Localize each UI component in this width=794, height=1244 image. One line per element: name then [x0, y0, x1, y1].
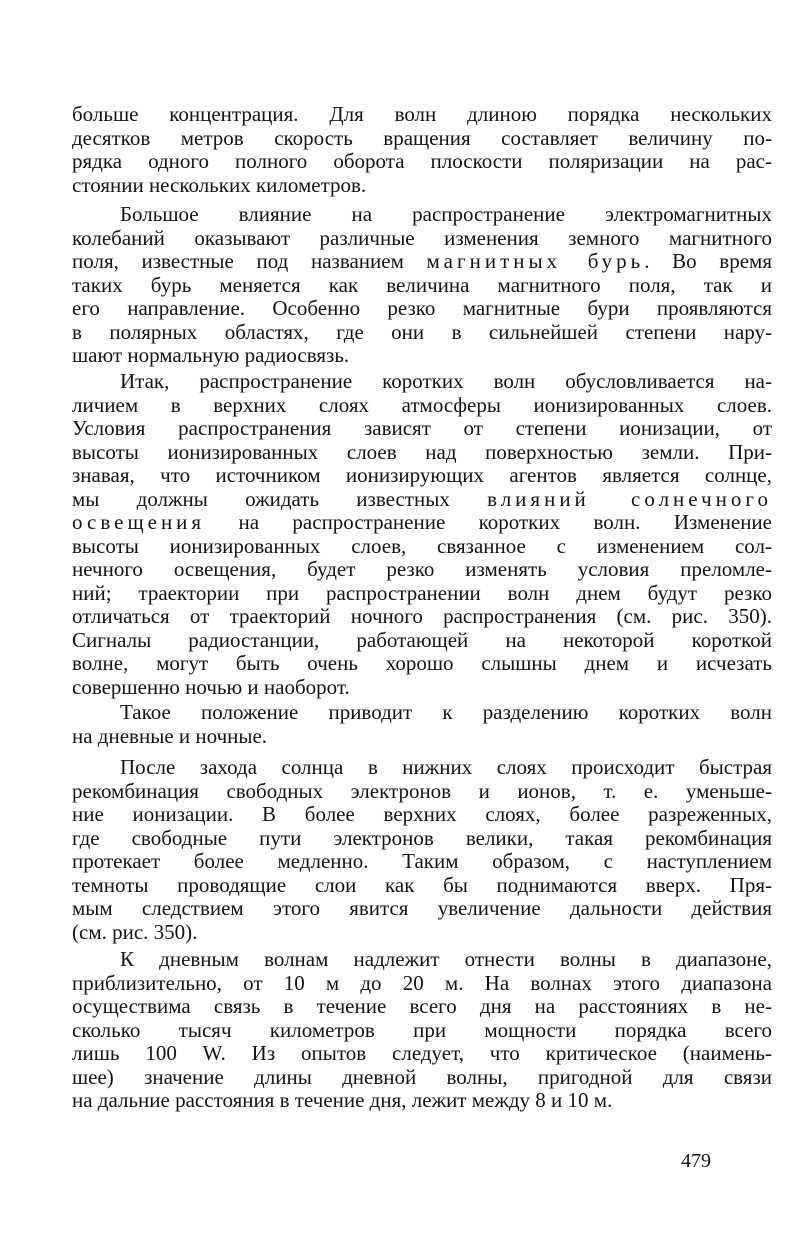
text-line [72, 488, 772, 512]
paragraph [72, 370, 772, 699]
text-line: лишь 100 W. Из опытов следует, что критическое (наимень- [72, 1041, 772, 1065]
paragraph [72, 948, 772, 1113]
text-line: на дневные и ночные. [72, 723, 268, 748]
text-line: приблизительно, от 10 м до 20 м. На волнах этого диапазона [72, 970, 772, 995]
spaced-emphasis: влияний солнечного [487, 486, 772, 511]
text-line: Сигналы радиостанции, работающей на некоторой короткой [72, 627, 772, 652]
text-line: Итак, распространение коротких волн обусловливается на- [120, 369, 772, 393]
text-line: высоты ионизированных слоев над поверхностью земли. При- [72, 439, 772, 464]
text-line: шают нормальную радиосвязь. [72, 343, 350, 367]
text-line: нечного освещения, будет резко изменять условия преломле- [72, 557, 772, 581]
text-line: отличаться от траекторий ночного распространения (см. рис. 350). [72, 604, 772, 628]
spaced-emphasis: освещения [72, 510, 206, 534]
text-line: совершенно ночью и наоборот. [72, 674, 350, 699]
text-line: ние ионизации. В более верхних слоях, более разреженных, [72, 802, 772, 826]
spaced-emphasis: магнитных бурь [426, 249, 645, 273]
text-line: протекает более медленно. Таким образом, с наступлением [72, 849, 772, 873]
text-line: (см. рис. 350). [72, 919, 198, 944]
text-line [72, 250, 772, 274]
text-line: Большое влияние на распространение электромагнитных [120, 202, 772, 226]
text-line: сколько тысяч километров при мощности порядка всего [72, 1017, 772, 1042]
text-line: осуществима связь в течение всего дня на расстояниях в не- [72, 994, 772, 1018]
text-segment: мы должны ожидать известных [72, 486, 488, 511]
text-segment: . Во время [644, 249, 772, 273]
text-line: где свободные пути электронов велики, такая рекомбинация [72, 825, 772, 850]
text-line: высоты ионизированных слоев, связанное с изменением сол- [72, 533, 772, 558]
text-line: стоянии нескольких километров. [72, 172, 367, 197]
text-line: рядка одного полного оборота плоскости поляризации на рас- [72, 149, 772, 173]
paragraph [72, 756, 772, 944]
text-line: волне, могут быть очень хорошо слышны днем и исчезать [72, 651, 772, 675]
text-line: больше концентрация. Для волн длиною порядка нескольких [72, 102, 772, 126]
text-line: его направление. Особенно резко магнитные бури проявляются [72, 296, 772, 320]
text-line: таких бурь меняется как величина магнитного поля, так и [72, 272, 772, 297]
text-line: мым следствием этого явится увеличение дальности действия [72, 896, 772, 920]
text-segment: поля, известные под названием [72, 249, 427, 273]
text-line: ний; траектории при распространении волн днем будут резко [72, 580, 772, 605]
text-line: на дальние расстояния в течение дня, лежит между 8 и 10 м. [72, 1088, 613, 1112]
text-line: знавая, что источником ионизирующих агентов является солнце, [72, 463, 772, 487]
text-line: Условия распространения зависят от степени ионизации, от [72, 416, 772, 440]
text-line: темноты проводящие слои как бы поднимаются вверх. Пря- [72, 872, 772, 897]
text-segment: на распространение коротких волн. Изменение [205, 510, 772, 534]
text-line: десятков метров скорость вращения составляет величину по- [72, 125, 772, 150]
text-line: личием в верхних слоях атмосферы ионизированных слоев. [72, 392, 772, 417]
text-line: колебаний оказывают различные изменения земного магнитного [72, 225, 772, 250]
text-line: К дневным волнам надлежит отнести волны в диапазоне, [120, 947, 772, 971]
page-number: 479 [681, 1150, 711, 1172]
text-line: в полярных областях, где они в сильнейшей степени нару- [72, 319, 772, 344]
text-line: шее) значение длины дневной волны, пригодной для связи [72, 1064, 772, 1089]
paragraph [72, 103, 772, 197]
text-line: рекомбинация свободных электронов и ионов, т. е. уменьше- [72, 778, 772, 803]
text-line: После захода солнца в нижних слоях происходит быстрая [120, 755, 772, 779]
paragraph [72, 203, 772, 368]
text-line [72, 511, 772, 535]
paragraph [72, 701, 772, 748]
text-line: Такое положение приводит к разделению коротких волн [120, 700, 772, 724]
